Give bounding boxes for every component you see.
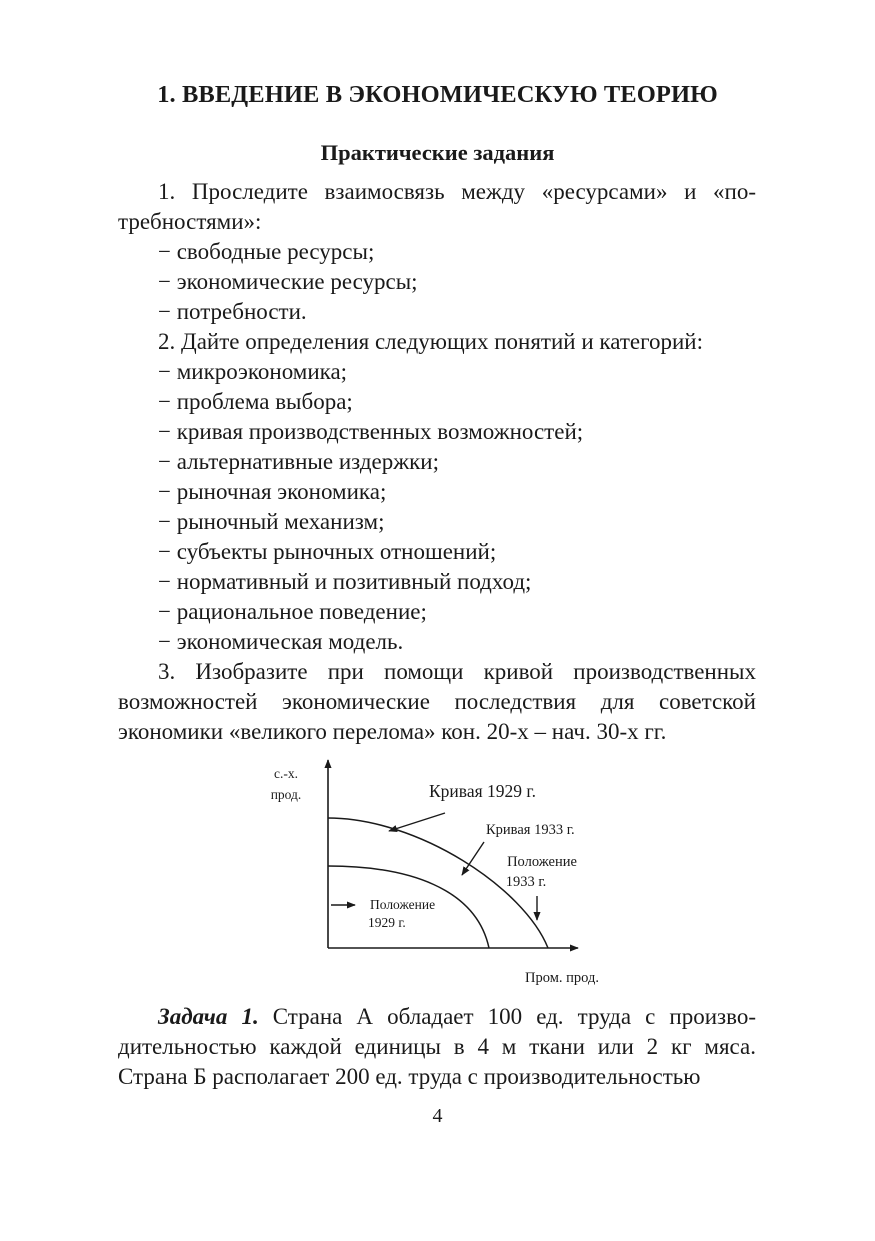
exercise-2-intro: 2. Дайте определения следующих понятий и категорий:	[158, 329, 703, 354]
section-title: Практические задания	[320, 140, 555, 165]
exercise-2-item: − альтернативные издержки;	[158, 449, 439, 474]
task-1-body: Страна А обладает 100 ед. труда с производительностью каждой единицы в 4 м ткани или 2 кг мяса. Страна Б располагает 200 ед. труда с производительностью	[118, 1004, 757, 1089]
position-1929-label: 1929 г.	[368, 915, 406, 930]
y-axis-label: прод.	[270, 787, 302, 802]
exercise-2-item: − кривая производственных возможностей;	[158, 419, 584, 444]
exercise-1-intro: 1. Проследите взаимосвязь между «ресурсами» и «потребностями»:	[118, 179, 756, 234]
arrow-curve-1929	[389, 813, 445, 831]
exercise-2-item: − рациональное поведение;	[158, 599, 427, 624]
chapter-title: 1. ВВЕДЕНИЕ В ЭКОНОМИЧЕСКУЮ ТЕОРИЮ	[157, 81, 718, 108]
task-1-block	[118, 1002, 756, 1092]
y-axis-label: с.-х.	[274, 766, 298, 781]
exercise-2-item: − микроэкономика;	[158, 359, 348, 384]
curve-1933-label: Кривая 1933 г.	[486, 822, 575, 838]
exercise-2-item: − нормативный и позитивный подход;	[158, 569, 532, 594]
x-axis-label: Пром. прод.	[525, 970, 599, 986]
position-1933-label: 1933 г.	[505, 874, 547, 890]
exercise-1-item: − экономические ресурсы;	[158, 269, 418, 294]
exercise-2-item: − рыночная экономика;	[158, 479, 387, 504]
exercise-2-item: − экономическая модель.	[158, 629, 404, 654]
position-1933-label: Положение	[507, 854, 577, 870]
arrow-curve-1933	[462, 842, 484, 875]
task-1-text	[118, 1002, 756, 1092]
position-1929-label: Положение	[370, 897, 436, 912]
page-number: 4	[432, 1105, 443, 1127]
exercise-2-item: − проблема выбора;	[158, 389, 353, 414]
exercise-2-item: − рыночный механизм;	[158, 509, 385, 534]
exercise-2-item: − субъекты рыночных отношений;	[158, 539, 497, 564]
exercise-1-item: − свободные ресурсы;	[158, 239, 375, 264]
curve-1929-label: Кривая 1929 г.	[429, 781, 536, 801]
exercise-3-text: 3. Изобразите при помощи кривой производственных возможностей экономические последствия для советской экономики «великого перелома» кон. 20-х – нач. 30-х гг.	[118, 659, 756, 744]
exercise-1-item: − потребности.	[158, 299, 307, 324]
task-1-label: Задача 1.	[158, 1004, 259, 1029]
